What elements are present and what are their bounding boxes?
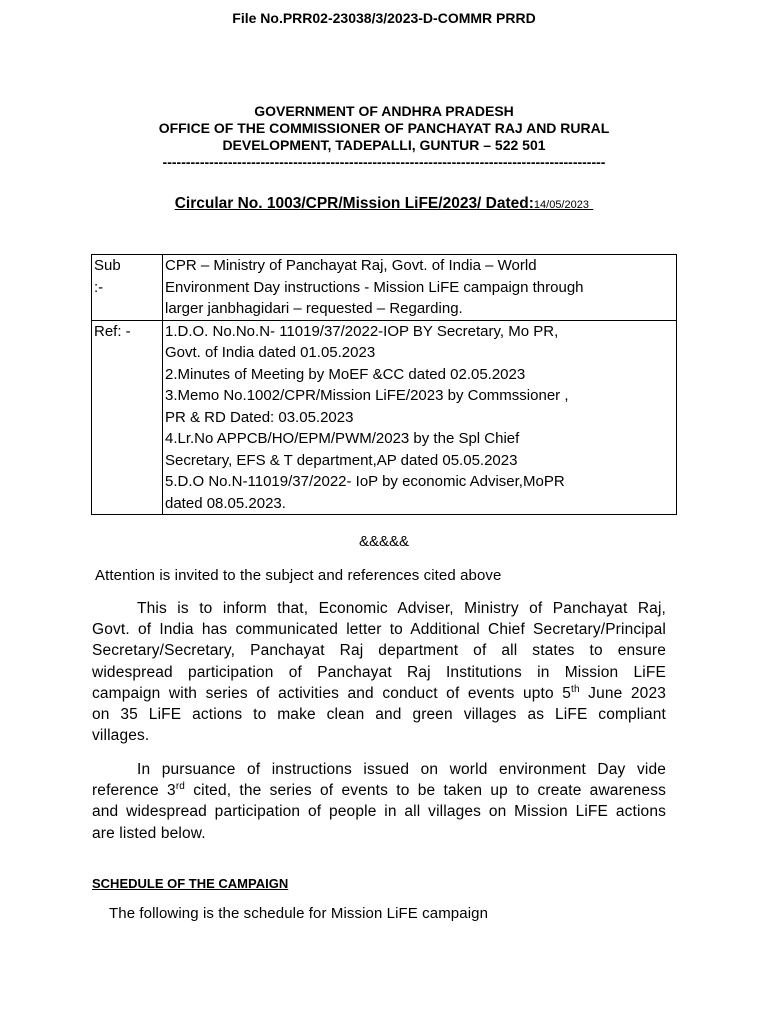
subject-label: Sub [94,257,121,274]
paragraph-line: and widespread participation of people in all villages on Mission LiFE actions [92,803,666,821]
paragraph-line: widespread participation of Panchayat Raj Institutions in Mission LiFE [92,663,666,681]
paragraph-line-with-superscript [92,780,666,801]
header-divider: ----------------------------------------------------------------------------------------------- [162,154,606,170]
paragraph-line: on 35 LiFE actions to make clean and green villages as LiFE compliant [92,706,666,724]
schedule-heading: SCHEDULE OF THE CAMPAIGN [92,876,289,891]
paragraph-line: Govt. of India has communicated letter to Additional Chief Secretary/Principal [92,621,666,639]
paragraph-text: reference 3 [92,782,176,800]
circular-number-underlined [175,195,594,212]
header-office-line2: DEVELOPMENT, TADEPALLI, GUNTUR – 522 501 [222,137,546,153]
reference-line: Secretary, EFS & T department,AP dated 05.05.2023 [165,451,518,469]
paragraph-line: In pursuance of instructions issued on world environment Day vide [137,761,666,778]
header-government: GOVERNMENT OF ANDHRA PRADESH [254,103,514,119]
paragraph-pursuance [92,759,666,844]
circular-number: Circular No. 1003/CPR/Mission LiFE/2023/ Dated: [174,195,534,212]
reference-label-cell [92,320,163,515]
paragraph-line: villages. [92,727,150,745]
header-office-line1: OFFICE OF THE COMMISSIONER OF PANCHAYAT RAJ AND RURAL [158,120,610,136]
paragraph-text: cited, the series of events to be taken up to create awareness [185,782,666,800]
paragraph-text: June 2023 [579,684,666,702]
file-number: File No.PRR02-23038/3/2023-D-COMMR PRRD [232,10,536,26]
reference-line: dated 08.05.2023. [165,494,286,512]
section-separator: &&&&& [358,533,410,550]
circular-date: 14/05/2023 [533,199,589,211]
reference-row [92,320,677,515]
superscript-th: th [571,683,580,695]
subject-label-cell [92,255,163,321]
reference-line: 2.Minutes of Meeting by MoEF &CC dated 02.05.2023 [165,365,526,383]
reference-line: PR & RD Dated: 03.05.2023 [165,408,354,426]
paragraph-line: This is to inform that, Economic Adviser, Ministry of Panchayat Raj, [137,600,666,617]
reference-line: 3.Memo No.1002/CPR/Mission LiFE/2023 by Commssioner , [165,387,569,404]
reference-line: 4.Lr.No APPCB/HO/EPM/PWM/2023 by the Spl Chief [165,430,520,447]
reference-line: Govt. of India dated 01.05.2023 [165,344,376,361]
subject-label-colon: :- [94,278,104,296]
subject-row [92,255,677,321]
attention-line: Attention is invited to the subject and references cited above [95,567,502,584]
paragraph-text: campaign with series of activities and conduct of events upto 5 [92,684,572,702]
subject-text-cell [163,255,677,321]
subject-line: Environment Day instructions - Mission LiFE campaign through [165,278,584,296]
paragraph-line: are listed below. [92,824,206,842]
schedule-intro: The following is the schedule for Mission LiFE campaign [109,905,489,922]
paragraph-line: Secretary/Secretary, Panchayat Raj department of all states to ensure [92,642,666,660]
paragraph-line-with-superscript [92,683,666,704]
office-header [0,103,768,171]
reference-line: 5.D.O No.N-11019/37/2022- IoP by economic Adviser,MoPR [165,473,565,490]
reference-text-cell [163,320,677,515]
reference-label: Ref: - [94,322,131,340]
subject-line: CPR – Ministry of Panchayat Raj, Govt. of India – World [165,257,537,274]
superscript-rd: rd [175,781,186,793]
circular-title [0,195,768,213]
subject-reference-table [91,254,677,515]
paragraph-inform [92,598,666,746]
reference-line: 1.D.O. No.No.N- 11019/37/2022-IOP BY Secretary, Mo PR, [165,322,559,340]
subject-line: larger janbhagidari – requested – Regarding. [165,300,463,317]
